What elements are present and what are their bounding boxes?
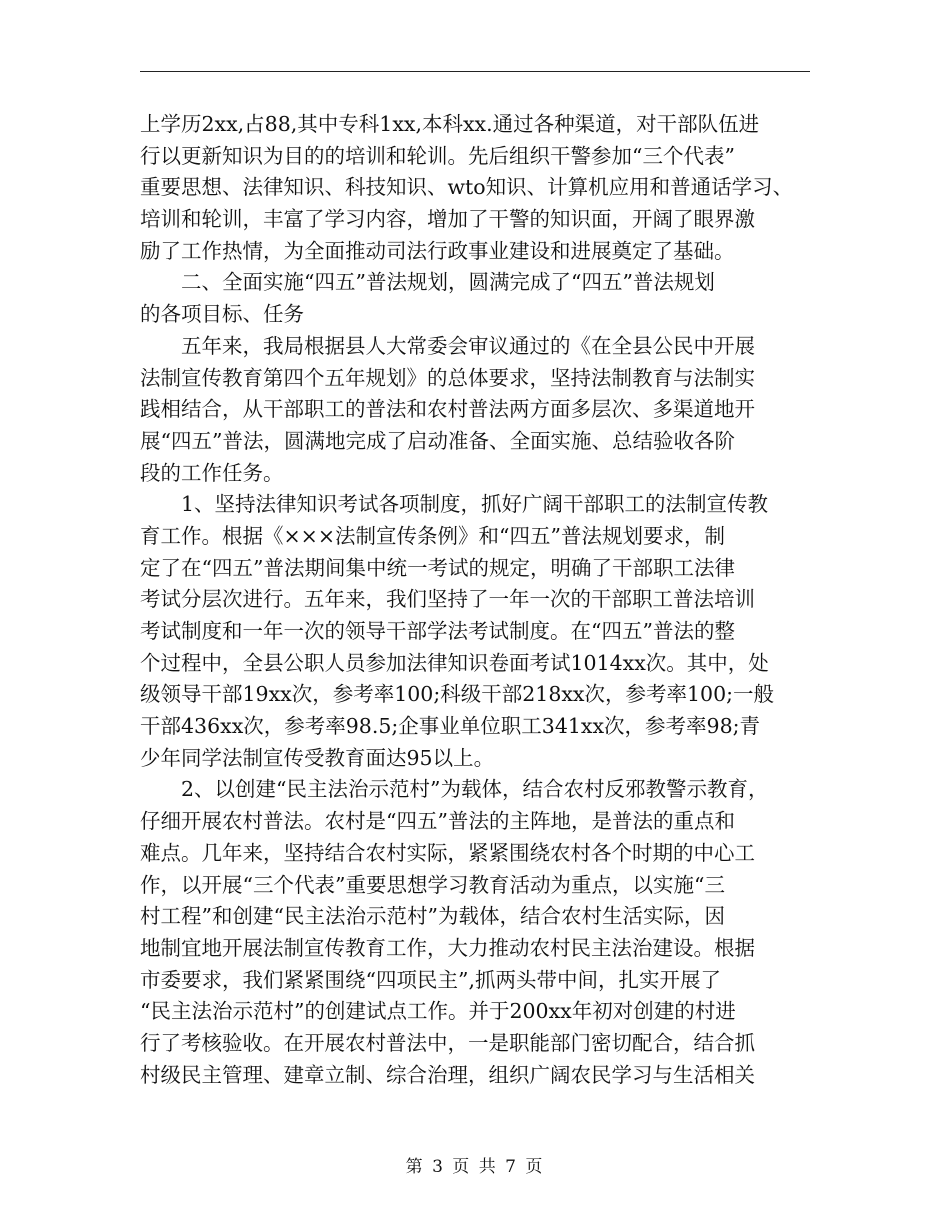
page-number-footer: 第 3 页 共 7 页 bbox=[405, 1157, 545, 1177]
text-line: 少年同学法制宣传受教育面达95以上。 bbox=[140, 745, 495, 770]
text-line: 法制宣传教育第四个五年规划》的总体要求，坚持法制教育与法制实 bbox=[140, 365, 755, 390]
text-line: 2、以创建“民主法治示范村”为载体，结合农村反邪教警示教育， bbox=[140, 777, 769, 802]
text-line: 干部436xx次，参考率98.5;企事业单位职工341xx次，参考率98;青 bbox=[140, 714, 761, 739]
text-line: 村级民主管理、建章立制、综合治理，组织广阔农民学习与生活相关 bbox=[140, 1062, 755, 1087]
text-line: 励了工作热情，为全面推动司法行政事业建设和进展奠定了基础。 bbox=[140, 238, 735, 263]
text-line: 定了在“四五”普法期间集中统一考试的规定，明确了干部职工法律 bbox=[140, 555, 735, 580]
text-line: 行以更新知识为目的的培训和轮训。先后组织干警参加“三个代表” bbox=[140, 143, 735, 168]
text-line: 段的工作任务。 bbox=[140, 460, 284, 485]
section-heading-line: 的各项目标、任务 bbox=[140, 302, 304, 327]
text-line: 地制宜地开展法制宣传教育工作，大力推动农村民主法治建设。根据 bbox=[140, 935, 755, 960]
text-line: 个过程中，全县公职人员参加法律知识卷面考试1014xx次。其中，处 bbox=[140, 650, 769, 675]
text-line: 作，以开展“三个代表”重要思想学习教育活动为重点，以实施“三 bbox=[140, 872, 725, 897]
text-line: 村工程”和创建“民主法治示范村”为载体，结合农村生活实际，因 bbox=[140, 904, 725, 929]
text-line: 培训和轮训，丰富了学习内容，增加了干警的知识面，开阔了眼界激 bbox=[140, 207, 755, 232]
text-line: 难点。几年来，坚持结合农村实际，紧紧围绕农村各个时期的中心工 bbox=[140, 840, 755, 865]
text-line: 级领导干部19xx次，参考率100;科级干部218xx次，参考率100;一般 bbox=[140, 682, 775, 707]
text-line: “民主法治示范村”的创建试点工作。并于200xx年初对创建的村进 bbox=[140, 999, 736, 1024]
header-rule bbox=[140, 71, 810, 72]
text-line: 展“四五”普法，圆满地完成了启动准备、全面实施、总结验收各阶 bbox=[140, 428, 735, 453]
text-line: 考试分层次进行。五年来，我们坚持了一年一次的干部职工普法培训 bbox=[140, 587, 755, 612]
text-line: 育工作。根据《×××法制宣传条例》和“四五”普法规划要求，制 bbox=[140, 523, 725, 548]
document-body bbox=[140, 109, 820, 1091]
text-line: 上学历2xx,占88,其中专科1xx,本科xx.通过各种渠道，对干部队伍进 bbox=[140, 112, 760, 136]
text-line: 践相结合，从干部职工的普法和农村普法两方面多层次、多渠道地开 bbox=[140, 397, 755, 422]
text-line: 市委要求，我们紧紧围绕“四项民主”,抓两头带中间，扎实开展了 bbox=[140, 967, 721, 992]
text-line: 行了考核验收。在开展农村普法中，一是职能部门密切配合，结合抓 bbox=[140, 1030, 755, 1055]
text-line: 考试制度和一年一次的领导干部学法考试制度。在“四五”普法的整 bbox=[140, 619, 735, 643]
text-line: 五年来，我局根据县人大常委会审议通过的《在全县公民中开展 bbox=[140, 333, 755, 358]
text-line: 重要思想、法律知识、科技知识、wto知识、计算机应用和普通话学习、 bbox=[140, 175, 794, 200]
text-line: 1、坚持法律知识考试各项制度，抓好广阔干部职工的法制宣传教 bbox=[140, 492, 769, 517]
text-line: 仔细开展农村普法。农村是“四五”普法的主阵地，是普法的重点和 bbox=[140, 809, 735, 834]
section-heading-line: 二、全面实施“四五”普法规划，圆满完成了“四五”普法规划 bbox=[140, 270, 715, 295]
